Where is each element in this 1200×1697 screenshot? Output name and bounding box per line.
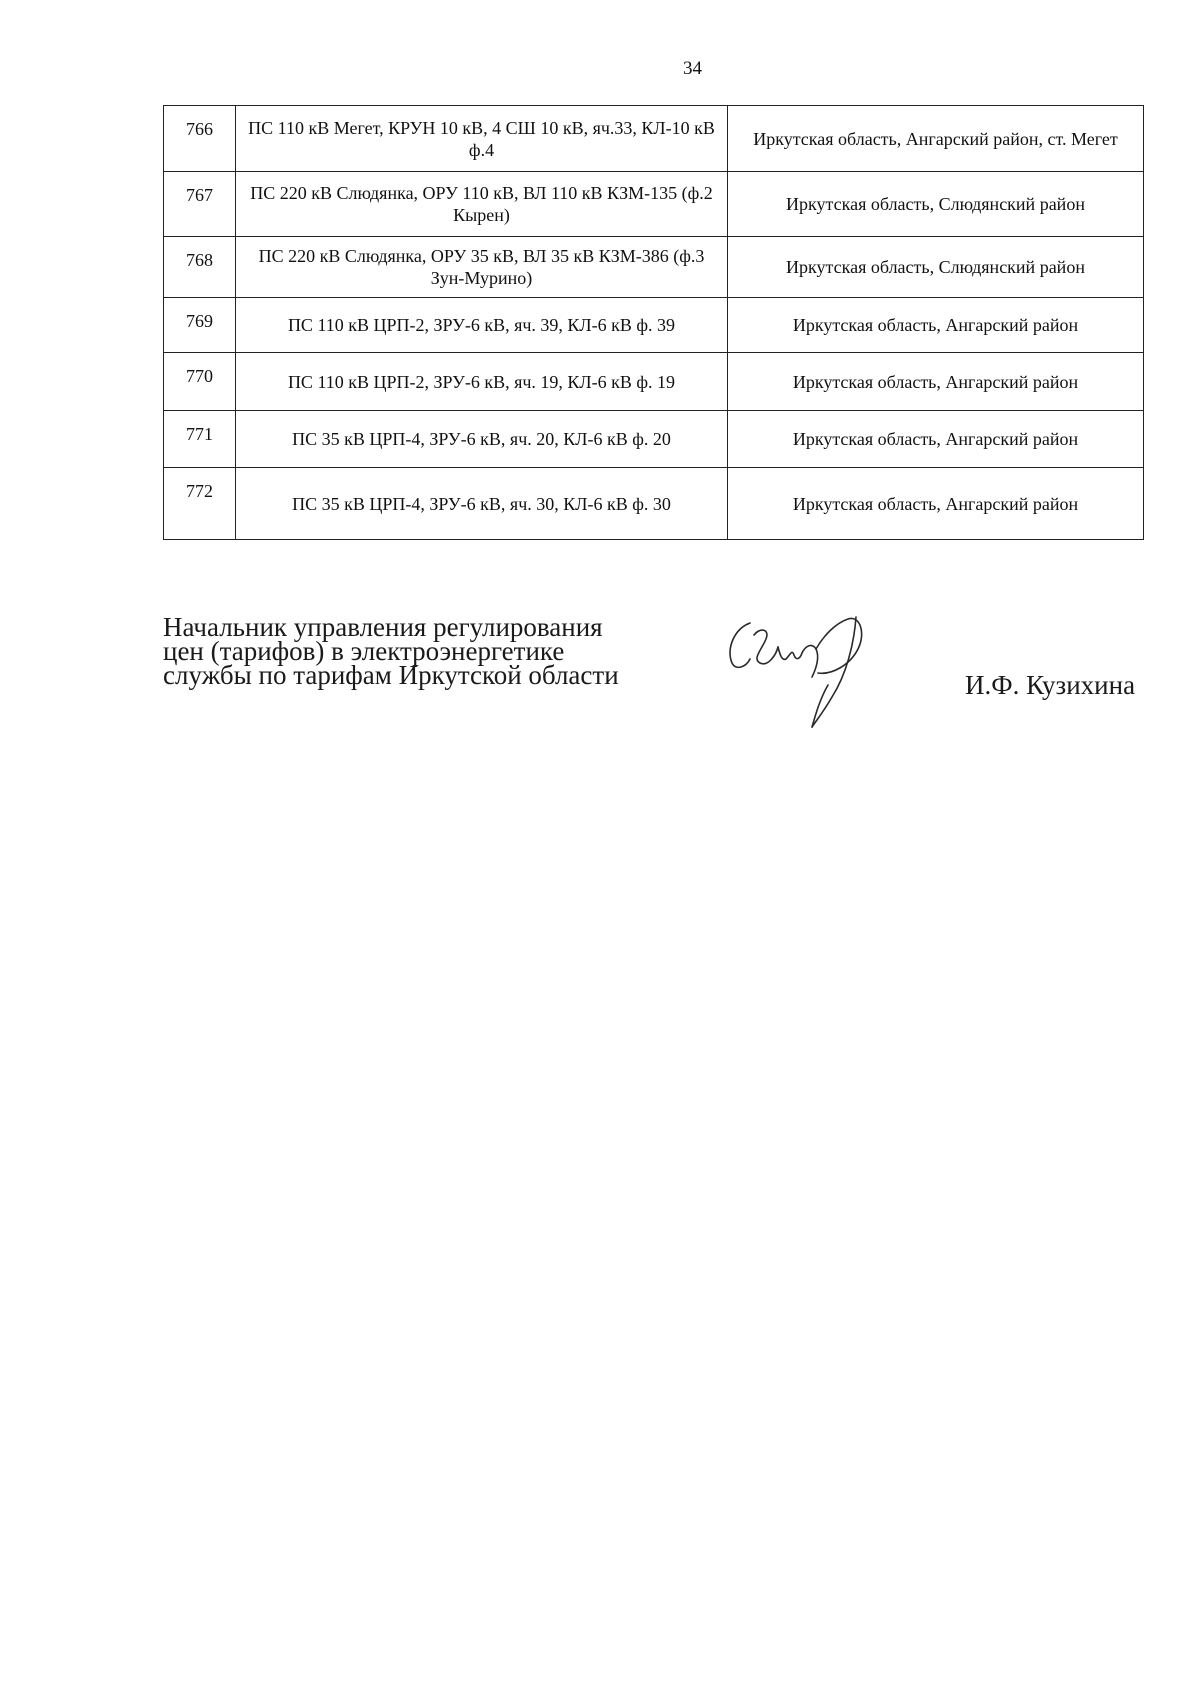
row-number: 770 — [164, 353, 236, 411]
row-location: Иркутская область, Ангарский район — [728, 353, 1144, 411]
row-object: ПС 35 кВ ЦРП-4, ЗРУ-6 кВ, яч. 20, КЛ-6 кВ ф. 20 — [236, 411, 728, 468]
signer-name: И.Ф. Кузихина — [965, 670, 1136, 700]
table-row — [164, 468, 1144, 540]
table-row — [164, 353, 1144, 411]
row-object: ПС 220 кВ Слюдянка, ОРУ 110 кВ, ВЛ 110 кВ КЗМ-135 (ф.2 Кырен) — [236, 172, 728, 237]
table-row — [164, 106, 1144, 172]
row-number: 769 — [164, 298, 236, 353]
table-row — [164, 298, 1144, 353]
page-number: 34 — [683, 58, 702, 79]
row-location: Иркутская область, Слюдянский район — [728, 172, 1144, 237]
row-object: ПС 110 кВ Мегет, КРУН 10 кВ, 4 СШ 10 кВ, яч.33, КЛ-10 кВ ф.4 — [236, 106, 728, 172]
row-location: Иркутская область, Слюдянский район — [728, 237, 1144, 298]
objects-table — [163, 105, 1144, 540]
row-location: Иркутская область, Ангарский район, ст. Мегет — [728, 106, 1144, 172]
row-location: Иркутская область, Ангарский район — [728, 298, 1144, 353]
row-number: 768 — [164, 237, 236, 298]
row-object: ПС 110 кВ ЦРП-2, ЗРУ-6 кВ, яч. 19, КЛ-6 кВ ф. 19 — [236, 353, 728, 411]
table-row — [164, 172, 1144, 237]
signatory-position-line-2: цен (тарифов) в электроэнергетике — [163, 636, 565, 666]
row-number: 766 — [164, 106, 236, 172]
row-location: Иркутская область, Ангарский район — [728, 468, 1144, 540]
row-object: ПС 220 кВ Слюдянка, ОРУ 35 кВ, ВЛ 35 кВ КЗМ-386 (ф.3 Зун-Мурино) — [236, 237, 728, 298]
row-number: 772 — [164, 468, 236, 540]
row-object: ПС 35 кВ ЦРП-4, ЗРУ-6 кВ, яч. 30, КЛ-6 кВ ф. 30 — [236, 468, 728, 540]
row-object: ПС 110 кВ ЦРП-2, ЗРУ-6 кВ, яч. 39, КЛ-6 кВ ф. 39 — [236, 298, 728, 353]
handwritten-signature-icon — [720, 615, 890, 730]
table-row — [164, 411, 1144, 468]
table-row — [164, 237, 1144, 298]
row-location: Иркутская область, Ангарский район — [728, 411, 1144, 468]
row-number: 767 — [164, 172, 236, 237]
row-number: 771 — [164, 411, 236, 468]
signature-block — [163, 612, 619, 690]
signatory-position-line-1: Начальник управления регулирования — [163, 612, 603, 642]
signatory-position-line-3: службы по тарифам Иркутской области — [163, 660, 619, 690]
